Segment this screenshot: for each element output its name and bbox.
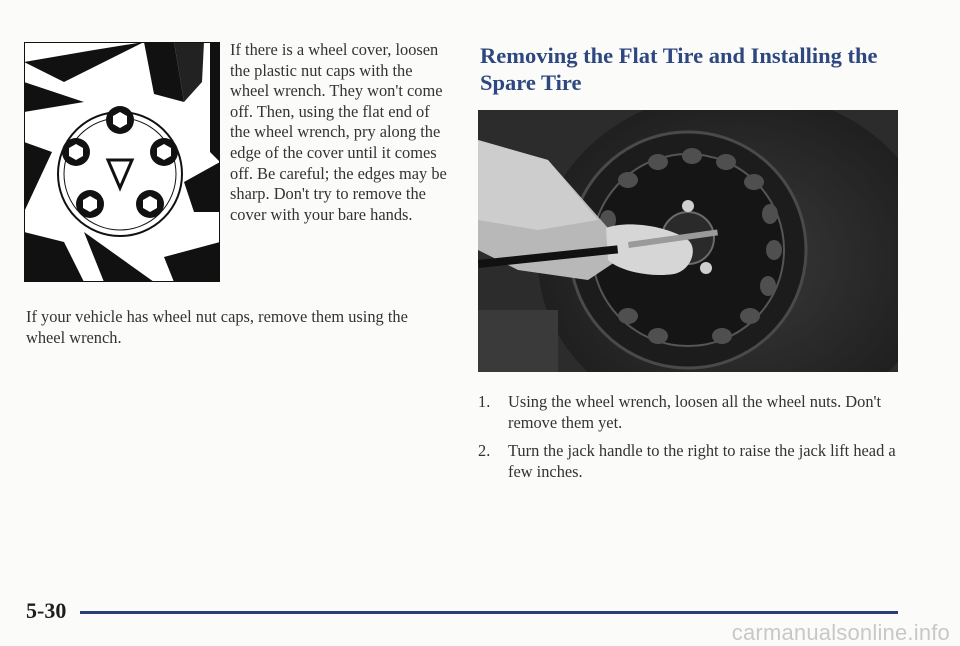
footer-rule xyxy=(80,611,898,614)
instruction-steps xyxy=(476,392,916,490)
section-heading: Removing the Flat Tire and Installing the Spare Tire xyxy=(480,43,878,95)
page-number: 5-30 xyxy=(26,598,67,623)
step-item xyxy=(476,441,916,482)
wheel-cover-illustration xyxy=(24,42,220,282)
step-text: Using the wheel wrench, loosen all the wheel nuts. Don't remove them yet. xyxy=(508,392,882,432)
step-item xyxy=(476,392,916,433)
wheel-cover-paragraph: If there is a wheel cover, loosen the plastic nut caps with the wheel wrench. They won't come off. Then, using the flat end of the wheel wrench, pry along the edge of the cover until it comes off. Be careful; the edges may be sharp. Don't try to remove the cover with your bare hands. xyxy=(230,40,447,224)
watermark: carmanualsonline.info xyxy=(731,620,950,645)
step-text: Turn the jack handle to the right to raise the jack lift head a few inches. xyxy=(508,441,896,481)
wheel-nut-photo xyxy=(478,110,898,372)
nut-caps-paragraph: If your vehicle has wheel nut caps, remove them using the wheel wrench. xyxy=(26,307,408,347)
step-number: 1. xyxy=(478,392,491,411)
step-number: 2. xyxy=(478,441,491,461)
